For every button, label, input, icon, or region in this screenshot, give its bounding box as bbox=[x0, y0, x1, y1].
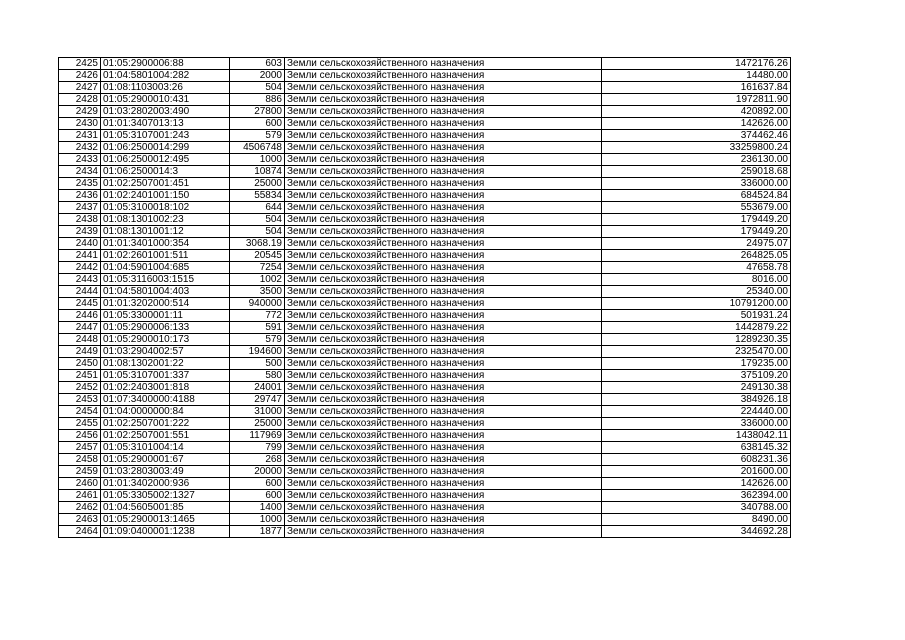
cadastral-number-cell: 01:02:2401001:150 bbox=[101, 190, 230, 202]
row-number-cell: 2459 bbox=[59, 466, 101, 478]
cadastral-number-cell: 01:05:3116003:1515 bbox=[101, 274, 230, 286]
cadastral-number-cell: 01:01:3202000:514 bbox=[101, 298, 230, 310]
row-number-cell: 2434 bbox=[59, 166, 101, 178]
table-row bbox=[59, 214, 791, 226]
table-row bbox=[59, 106, 791, 118]
cadastral-number-cell: 01:02:2601001:511 bbox=[101, 250, 230, 262]
land-category-cell: Земли сельскохозяйственного назначения bbox=[285, 382, 602, 394]
cadastral-number-cell: 01:01:3402000:936 bbox=[101, 478, 230, 490]
row-number-cell: 2440 bbox=[59, 238, 101, 250]
cadastral-number-cell: 01:05:2900013:1465 bbox=[101, 514, 230, 526]
land-category-cell: Земли сельскохозяйственного назначения bbox=[285, 394, 602, 406]
cadastral-value-cell: 47658.78 bbox=[602, 262, 791, 274]
land-category-cell: Земли сельскохозяйственного назначения bbox=[285, 226, 602, 238]
table-row bbox=[59, 250, 791, 262]
row-number-cell: 2436 bbox=[59, 190, 101, 202]
area-cell: 194600 bbox=[230, 346, 285, 358]
land-category-cell: Земли сельскохозяйственного назначения bbox=[285, 214, 602, 226]
row-number-cell: 2428 bbox=[59, 94, 101, 106]
cadastral-value-cell: 249130.38 bbox=[602, 382, 791, 394]
table-row bbox=[59, 142, 791, 154]
cadastral-number-cell: 01:05:3100018:102 bbox=[101, 202, 230, 214]
land-category-cell: Земли сельскохозяйственного назначения bbox=[285, 502, 602, 514]
cadastral-number-cell: 01:02:2507001:451 bbox=[101, 178, 230, 190]
row-number-cell: 2458 bbox=[59, 454, 101, 466]
area-cell: 2000 bbox=[230, 70, 285, 82]
cadastral-value-cell: 684524.84 bbox=[602, 190, 791, 202]
land-category-cell: Земли сельскохозяйственного назначения bbox=[285, 238, 602, 250]
table-row bbox=[59, 154, 791, 166]
cadastral-value-cell: 2325470.00 bbox=[602, 346, 791, 358]
table-row bbox=[59, 478, 791, 490]
land-category-cell: Земли сельскохозяйственного назначения bbox=[285, 262, 602, 274]
row-number-cell: 2432 bbox=[59, 142, 101, 154]
table-row bbox=[59, 82, 791, 94]
land-category-cell: Земли сельскохозяйственного назначения bbox=[285, 442, 602, 454]
cadastral-value-cell: 259018.68 bbox=[602, 166, 791, 178]
area-cell: 1000 bbox=[230, 514, 285, 526]
land-category-cell: Земли сельскохозяйственного назначения bbox=[285, 310, 602, 322]
cadastral-value-cell: 224440.00 bbox=[602, 406, 791, 418]
area-cell: 25000 bbox=[230, 178, 285, 190]
cadastral-value-cell: 201600.00 bbox=[602, 466, 791, 478]
cadastral-number-cell: 01:02:2507001:551 bbox=[101, 430, 230, 442]
cadastral-number-cell: 01:01:3401000:354 bbox=[101, 238, 230, 250]
cadastral-value-cell: 1972811.90 bbox=[602, 94, 791, 106]
area-cell: 600 bbox=[230, 478, 285, 490]
table-row bbox=[59, 346, 791, 358]
row-number-cell: 2453 bbox=[59, 394, 101, 406]
land-category-cell: Земли сельскохозяйственного назначения bbox=[285, 250, 602, 262]
row-number-cell: 2448 bbox=[59, 334, 101, 346]
cadastral-number-cell: 01:05:2900006:133 bbox=[101, 322, 230, 334]
table-row bbox=[59, 358, 791, 370]
cadastral-value-cell: 1472176.26 bbox=[602, 58, 791, 70]
row-number-cell: 2444 bbox=[59, 286, 101, 298]
area-cell: 504 bbox=[230, 214, 285, 226]
cadastral-value-cell: 340788.00 bbox=[602, 502, 791, 514]
cadastral-value-cell: 25340.00 bbox=[602, 286, 791, 298]
area-cell: 1000 bbox=[230, 154, 285, 166]
area-cell: 25000 bbox=[230, 418, 285, 430]
cadastral-number-cell: 01:02:2403001:818 bbox=[101, 382, 230, 394]
area-cell: 772 bbox=[230, 310, 285, 322]
land-category-cell: Земли сельскохозяйственного назначения bbox=[285, 58, 602, 70]
row-number-cell: 2435 bbox=[59, 178, 101, 190]
area-cell: 1002 bbox=[230, 274, 285, 286]
cadastral-number-cell: 01:05:2900010:173 bbox=[101, 334, 230, 346]
table-row bbox=[59, 202, 791, 214]
land-category-cell: Земли сельскохозяйственного назначения bbox=[285, 154, 602, 166]
area-cell: 20545 bbox=[230, 250, 285, 262]
area-cell: 644 bbox=[230, 202, 285, 214]
cadastral-number-cell: 01:04:5801004:403 bbox=[101, 286, 230, 298]
cadastral-number-cell: 01:08:1301001:12 bbox=[101, 226, 230, 238]
area-cell: 268 bbox=[230, 454, 285, 466]
cadastral-value-cell: 501931.24 bbox=[602, 310, 791, 322]
cadastral-value-cell: 336000.00 bbox=[602, 418, 791, 430]
cadastral-value-cell: 336000.00 bbox=[602, 178, 791, 190]
cadastral-number-cell: 01:02:2507001:222 bbox=[101, 418, 230, 430]
cadastral-number-cell: 01:03:2803003:49 bbox=[101, 466, 230, 478]
cadastral-value-cell: 236130.00 bbox=[602, 154, 791, 166]
row-number-cell: 2445 bbox=[59, 298, 101, 310]
row-number-cell: 2450 bbox=[59, 358, 101, 370]
table-row bbox=[59, 370, 791, 382]
cadastral-value-cell: 8016.00 bbox=[602, 274, 791, 286]
cadastral-number-cell: 01:01:3407013:13 bbox=[101, 118, 230, 130]
area-cell: 940000 bbox=[230, 298, 285, 310]
row-number-cell: 2456 bbox=[59, 430, 101, 442]
area-cell: 3068.19 bbox=[230, 238, 285, 250]
land-category-cell: Земли сельскохозяйственного назначения bbox=[285, 118, 602, 130]
land-category-cell: Земли сельскохозяйственного назначения bbox=[285, 454, 602, 466]
cadastral-value-cell: 179449.20 bbox=[602, 226, 791, 238]
table-row bbox=[59, 226, 791, 238]
row-number-cell: 2449 bbox=[59, 346, 101, 358]
area-cell: 579 bbox=[230, 130, 285, 142]
land-category-cell: Земли сельскохозяйственного назначения bbox=[285, 82, 602, 94]
cadastral-number-cell: 01:09:0400001:1238 bbox=[101, 526, 230, 538]
cadastral-number-cell: 01:06:2500014:3 bbox=[101, 166, 230, 178]
area-cell: 27800 bbox=[230, 106, 285, 118]
land-category-cell: Земли сельскохозяйственного назначения bbox=[285, 346, 602, 358]
row-number-cell: 2454 bbox=[59, 406, 101, 418]
cadastral-number-cell: 01:05:3107001:337 bbox=[101, 370, 230, 382]
area-cell: 600 bbox=[230, 118, 285, 130]
cadastral-number-cell: 01:05:3305002:1327 bbox=[101, 490, 230, 502]
land-category-cell: Земли сельскохозяйственного назначения bbox=[285, 358, 602, 370]
cadastral-value-cell: 264825.05 bbox=[602, 250, 791, 262]
row-number-cell: 2447 bbox=[59, 322, 101, 334]
cadastral-number-cell: 01:05:3101004:14 bbox=[101, 442, 230, 454]
area-cell: 20000 bbox=[230, 466, 285, 478]
row-number-cell: 2460 bbox=[59, 478, 101, 490]
cadastral-number-cell: 01:05:2900010:431 bbox=[101, 94, 230, 106]
row-number-cell: 2430 bbox=[59, 118, 101, 130]
land-category-cell: Земли сельскохозяйственного назначения bbox=[285, 334, 602, 346]
table-row bbox=[59, 190, 791, 202]
table-row bbox=[59, 430, 791, 442]
cadastral-value-cell: 161637.84 bbox=[602, 82, 791, 94]
table-row bbox=[59, 286, 791, 298]
cadastral-value-cell: 638145.32 bbox=[602, 442, 791, 454]
land-category-cell: Земли сельскохозяйственного назначения bbox=[285, 190, 602, 202]
cadastral-number-cell: 01:08:1103003:26 bbox=[101, 82, 230, 94]
cadastral-value-cell: 179449.20 bbox=[602, 214, 791, 226]
table-row bbox=[59, 418, 791, 430]
land-category-cell: Земли сельскохозяйственного назначения bbox=[285, 514, 602, 526]
cadastral-number-cell: 01:05:2900006:88 bbox=[101, 58, 230, 70]
row-number-cell: 2431 bbox=[59, 130, 101, 142]
table-row bbox=[59, 334, 791, 346]
cadastral-number-cell: 01:05:3107001:243 bbox=[101, 130, 230, 142]
land-category-cell: Земли сельскохозяйственного назначения bbox=[285, 286, 602, 298]
land-category-cell: Земли сельскохозяйственного назначения bbox=[285, 490, 602, 502]
land-category-cell: Земли сельскохозяйственного назначения bbox=[285, 142, 602, 154]
area-cell: 7254 bbox=[230, 262, 285, 274]
table-row bbox=[59, 274, 791, 286]
row-number-cell: 2427 bbox=[59, 82, 101, 94]
cadastral-value-cell: 420892.00 bbox=[602, 106, 791, 118]
table-row bbox=[59, 238, 791, 250]
table-row bbox=[59, 310, 791, 322]
row-number-cell: 2426 bbox=[59, 70, 101, 82]
area-cell: 504 bbox=[230, 82, 285, 94]
cadastral-value-cell: 179235.00 bbox=[602, 358, 791, 370]
cadastral-number-cell: 01:04:0000000:84 bbox=[101, 406, 230, 418]
land-category-cell: Земли сельскохозяйственного назначения bbox=[285, 322, 602, 334]
land-category-cell: Земли сельскохозяйственного назначения bbox=[285, 202, 602, 214]
row-number-cell: 2433 bbox=[59, 154, 101, 166]
area-cell: 504 bbox=[230, 226, 285, 238]
table-row bbox=[59, 118, 791, 130]
land-category-cell: Земли сельскохозяйственного назначения bbox=[285, 94, 602, 106]
land-category-cell: Земли сельскохозяйственного назначения bbox=[285, 370, 602, 382]
row-number-cell: 2437 bbox=[59, 202, 101, 214]
area-cell: 55834 bbox=[230, 190, 285, 202]
land-category-cell: Земли сельскохозяйственного назначения bbox=[285, 166, 602, 178]
area-cell: 799 bbox=[230, 442, 285, 454]
cadastral-value-cell: 553679.00 bbox=[602, 202, 791, 214]
cadastral-value-cell: 608231.36 bbox=[602, 454, 791, 466]
row-number-cell: 2442 bbox=[59, 262, 101, 274]
cadastral-value-cell: 362394.00 bbox=[602, 490, 791, 502]
cadastral-value-cell: 14480.00 bbox=[602, 70, 791, 82]
land-category-cell: Земли сельскохозяйственного назначения bbox=[285, 478, 602, 490]
cadastral-number-cell: 01:04:5605001:85 bbox=[101, 502, 230, 514]
land-category-cell: Земли сельскохозяйственного назначения bbox=[285, 130, 602, 142]
cadastral-value-cell: 142626.00 bbox=[602, 478, 791, 490]
cadastral-value-cell: 8490.00 bbox=[602, 514, 791, 526]
table-row bbox=[59, 394, 791, 406]
area-cell: 3500 bbox=[230, 286, 285, 298]
table-row bbox=[59, 466, 791, 478]
cadastral-value-cell: 375109.20 bbox=[602, 370, 791, 382]
land-category-cell: Земли сельскохозяйственного назначения bbox=[285, 274, 602, 286]
cadastral-number-cell: 01:03:2802003:490 bbox=[101, 106, 230, 118]
land-category-cell: Земли сельскохозяйственного назначения bbox=[285, 70, 602, 82]
table-row bbox=[59, 70, 791, 82]
table-row bbox=[59, 526, 791, 538]
land-registry-table bbox=[58, 57, 791, 538]
table-body bbox=[59, 58, 791, 538]
row-number-cell: 2425 bbox=[59, 58, 101, 70]
area-cell: 603 bbox=[230, 58, 285, 70]
land-category-cell: Земли сельскохозяйственного назначения bbox=[285, 466, 602, 478]
table-row bbox=[59, 58, 791, 70]
area-cell: 24001 bbox=[230, 382, 285, 394]
area-cell: 1400 bbox=[230, 502, 285, 514]
land-category-cell: Земли сельскохозяйственного назначения bbox=[285, 298, 602, 310]
cadastral-value-cell: 10791200.00 bbox=[602, 298, 791, 310]
row-number-cell: 2461 bbox=[59, 490, 101, 502]
row-number-cell: 2464 bbox=[59, 526, 101, 538]
area-cell: 500 bbox=[230, 358, 285, 370]
row-number-cell: 2457 bbox=[59, 442, 101, 454]
cadastral-number-cell: 01:08:1302001:22 bbox=[101, 358, 230, 370]
cadastral-value-cell: 24975.07 bbox=[602, 238, 791, 250]
area-cell: 10874 bbox=[230, 166, 285, 178]
land-category-cell: Земли сельскохозяйственного назначения bbox=[285, 106, 602, 118]
area-cell: 886 bbox=[230, 94, 285, 106]
cadastral-value-cell: 374462.46 bbox=[602, 130, 791, 142]
row-number-cell: 2429 bbox=[59, 106, 101, 118]
cadastral-number-cell: 01:04:5901004:685 bbox=[101, 262, 230, 274]
area-cell: 580 bbox=[230, 370, 285, 382]
area-cell: 117969 bbox=[230, 430, 285, 442]
land-category-cell: Земли сельскохозяйственного назначения bbox=[285, 430, 602, 442]
table-row bbox=[59, 382, 791, 394]
row-number-cell: 2438 bbox=[59, 214, 101, 226]
cadastral-number-cell: 01:04:5801004:282 bbox=[101, 70, 230, 82]
cadastral-value-cell: 384926.18 bbox=[602, 394, 791, 406]
row-number-cell: 2441 bbox=[59, 250, 101, 262]
table-row bbox=[59, 442, 791, 454]
cadastral-number-cell: 01:07:3400000:4188 bbox=[101, 394, 230, 406]
land-category-cell: Земли сельскохозяйственного назначения bbox=[285, 418, 602, 430]
area-cell: 591 bbox=[230, 322, 285, 334]
cadastral-value-cell: 142626.00 bbox=[602, 118, 791, 130]
row-number-cell: 2455 bbox=[59, 418, 101, 430]
cadastral-value-cell: 344692.28 bbox=[602, 526, 791, 538]
row-number-cell: 2446 bbox=[59, 310, 101, 322]
table-row bbox=[59, 178, 791, 190]
row-number-cell: 2452 bbox=[59, 382, 101, 394]
cadastral-number-cell: 01:06:2500012:495 bbox=[101, 154, 230, 166]
table-row bbox=[59, 322, 791, 334]
cadastral-value-cell: 33259800.24 bbox=[602, 142, 791, 154]
table-row bbox=[59, 514, 791, 526]
area-cell: 1877 bbox=[230, 526, 285, 538]
table-row bbox=[59, 454, 791, 466]
row-number-cell: 2451 bbox=[59, 370, 101, 382]
row-number-cell: 2462 bbox=[59, 502, 101, 514]
land-category-cell: Земли сельскохозяйственного назначения bbox=[285, 178, 602, 190]
table-row bbox=[59, 502, 791, 514]
table-row bbox=[59, 298, 791, 310]
cadastral-value-cell: 1289230.35 bbox=[602, 334, 791, 346]
row-number-cell: 2443 bbox=[59, 274, 101, 286]
cadastral-value-cell: 1442879.22 bbox=[602, 322, 791, 334]
row-number-cell: 2463 bbox=[59, 514, 101, 526]
area-cell: 31000 bbox=[230, 406, 285, 418]
area-cell: 579 bbox=[230, 334, 285, 346]
table-row bbox=[59, 406, 791, 418]
row-number-cell: 2439 bbox=[59, 226, 101, 238]
area-cell: 4506748 bbox=[230, 142, 285, 154]
cadastral-number-cell: 01:08:1301002:23 bbox=[101, 214, 230, 226]
cadastral-number-cell: 01:05:2900001:67 bbox=[101, 454, 230, 466]
area-cell: 29747 bbox=[230, 394, 285, 406]
cadastral-number-cell: 01:05:3300001:11 bbox=[101, 310, 230, 322]
table-row bbox=[59, 262, 791, 274]
cadastral-number-cell: 01:03:2904002:57 bbox=[101, 346, 230, 358]
table-row bbox=[59, 94, 791, 106]
table-row bbox=[59, 490, 791, 502]
table-row bbox=[59, 130, 791, 142]
land-category-cell: Земли сельскохозяйственного назначения bbox=[285, 526, 602, 538]
cadastral-value-cell: 1438042.11 bbox=[602, 430, 791, 442]
cadastral-number-cell: 01:06:2500014:299 bbox=[101, 142, 230, 154]
table-row bbox=[59, 166, 791, 178]
land-category-cell: Земли сельскохозяйственного назначения bbox=[285, 406, 602, 418]
area-cell: 600 bbox=[230, 490, 285, 502]
